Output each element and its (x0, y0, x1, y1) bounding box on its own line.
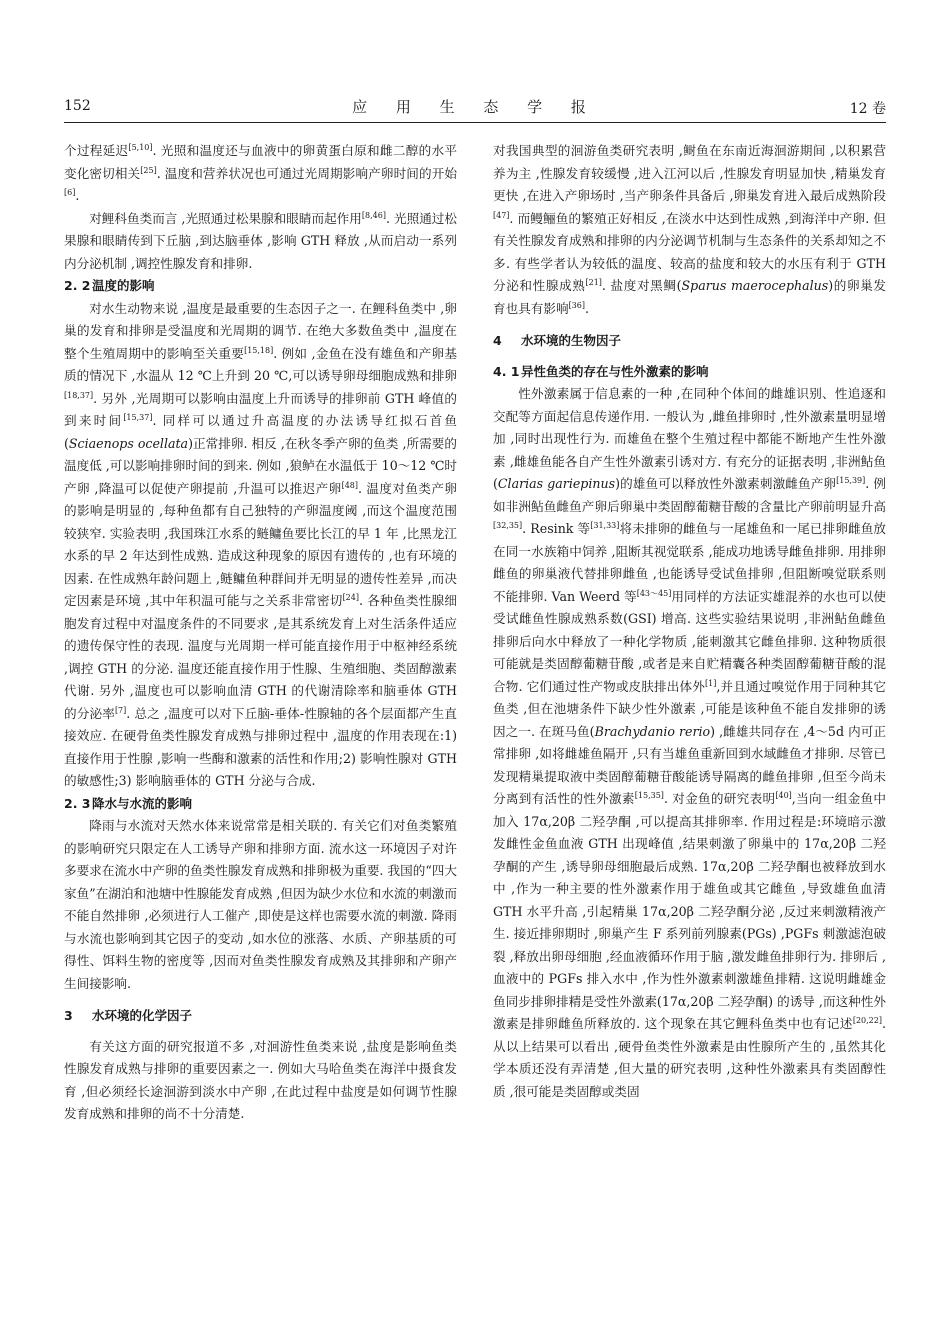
species-name: Brachydanio rerio (594, 723, 711, 739)
paragraph: 对我国典型的洄游鱼类研究表明 ,鲥鱼在东南近海洄游期间 ,以积累营养为主 ,性腺发育较缓慢 ,进入江河以后 ,性腺发育明显加快 ,精巢发育更快 ,在进入产卵场时 ,当产卵条件具备后 ,卵巢发育进入最后成熟阶段[47]. 而鳗鲡鱼的繁殖正好相反 ,在淡水中达到性成熟 ,到海洋中产卵. 但有关性腺发育成熟和排卵的内分泌调节机制与生态条件的关系却知之不多. 有些学者认为较低的温度、较高的盐度和较大的水压有利于 GTH 分泌和性腺成熟[21]. 盐度对黑鲷(Sparus maerocephalus)的卵巢发育也具有影响[36]. (493, 143, 887, 316)
citation: [7] (114, 705, 127, 715)
citation: [31,33] (590, 521, 620, 530)
paragraph: 对水生动物来说 ,温度是最重要的生态因子之一. 在鲤科鱼类中 ,卵巢的发育和排卵是受温度和光周期的调节. 在绝大多数鱼类中 ,温度在整个生殖周期中的影响至关重要[15,18]. 例如 ,金鱼在没有雄鱼和产卵基质的情况下 ,水温从 12 ℃上升到 20 ℃,可以诱导卵母细胞成熟和排卵[18,37]. 另外 ,光周期可以影响由温度上升而诱导的排卵前 GTH 峰值的到来时间[15,37]. 同样可以通过升高温度的办法诱导红拟石首鱼(Sciaenops ocellata)正常排卵. 相反 ,在秋冬季产卵的鱼类 ,所需要的温度低 ,可以影响排卵时间的到来. 例如 ,狼鲈在水温低于 10～12 ℃时产卵 ,降温可以促使产卵提前 ,升温可以推迟产卵[48]. 温度对鱼类产卵的影响是明显的 ,每种鱼都有自己独特的产卵温度阈 ,而这个温度范围较狭窄. 实验表明 ,我国珠江水系的鲢鳙鱼要比长江的早 1 年 ,比黑龙江水系的早 2 年达到性成熟. 造成这种现象的原因有遗传的 ,也有环境的因素. 在性成熟年龄问题上 ,鲢鳙鱼种群间并无明显的遗传性差异 ,而决定因素是环境 ,其中年积温可能与之关系非常密切[24]. 各种鱼类性腺细胞发育过程中对温度条件的不同要求 ,是其系统发育上对生活条件适应的遗传保守性的表现. 温度与光周期一样可能直接作用于中枢神经系统 ,调控 GTH 的分泌. 温度还能直接作用于性腺、生殖细胞、类固醇激素代谢. 另外 ,温度也可以影响血清 GTH 的代谢清除率和脑垂体 GTH 的分泌率[7]. 总之 ,温度可以对下丘脑-垂体-性腺轴的各个层面都产生直接效应. 在硬骨鱼类性腺发育成熟与排卵过程中 ,温度的作用表现在:1) 直接作用于性腺 ,影响一些酶和激素的活性和作用;2) 影响性腺对 GTH 的敏感性;3) 影响脑垂体的 GTH 分泌与合成. (64, 300, 458, 788)
citation: [21] (585, 278, 602, 287)
citation: [15,39] (836, 476, 866, 485)
volume-label: 12 卷 (849, 101, 886, 117)
citation: [24] (342, 593, 359, 602)
section-heading-2-3: 2. 3 降水与水流的影响 (64, 795, 193, 811)
page-number: 152 (64, 98, 91, 114)
citation: [8,46] (361, 210, 386, 220)
page-header (64, 96, 886, 123)
citation: [15,35] (634, 791, 664, 800)
section-heading-3: 3 水环境的化学因子 (64, 1008, 193, 1023)
citation: [20,22] (852, 1016, 882, 1025)
right-column (493, 140, 886, 1103)
citation: [25] (140, 165, 157, 175)
left-column (64, 140, 457, 1126)
journal-title: 应 用 生 态 学 报 (352, 98, 598, 116)
citation: [18,37] (64, 390, 94, 400)
species-name: Sciaenops ocellata (68, 435, 189, 451)
citation: [1] (705, 678, 717, 688)
section-heading-2-2: 2. 2 温度的影响 (64, 278, 155, 293)
citation: [32,35] (493, 521, 523, 530)
paragraph: 性外激素属于信息素的一种 ,在同种个体间的雌雄识别、性追逐和交配等方面起信息传递作用. 一般认为 ,雌鱼排卵时 ,性外激素量明显增加 ,同时出现性行为. 而雄鱼在整个生殖过程中都能不断地产生性外激素 ,雌雄鱼能各自产生性外激素引诱对方. 有充分的证据表明 ,非洲鲇鱼(Clarias gariepinus)的雄鱼可以释放性外激素刺激雌鱼产卵[15,39]. 例如非洲鲇鱼雌鱼产卵后卵巢中类固醇葡糖苷酸的含量比产卵前明显升高[32,35]. Resink 等[31,33]将未排卵的雌鱼与一尾雄鱼和一尾已排卵雌鱼放在同一水族箱中饲养 ,阻断其视觉联系 ,能成功地诱导雌鱼排卵. 用排卵雌鱼的卵巢液代替排卵雌鱼 ,也能诱导受试鱼排卵 ,但阻断嗅觉联系则不能排卵. Van Weerd 等[43～45]用同样的方法证实雄混养的水也可以使受试雌鱼性腺成熟系数(GSI) 增高. 这些实验结果说明 ,非洲鲇鱼雌鱼排卵后向水中释放了一种化学物质 ,能刺激其它雌鱼排卵. 这种物质很可能就是类固醇葡糖苷酸 ,或者是来自贮精囊各种类固醇葡糖苷酸的混合物. 它们通过性产物或皮肤排出体外[1],并且通过嗅觉作用于同种其它鱼类 ,但在池塘条件下缺少性外激素 ,可能是该种鱼不能自发排卵的诱因之一. 在斑马鱼(Brachydanio rerio) ,雌雄共同存在 ,4～5d 内可正常排卵 ,如将雌雄鱼隔开 ,只有当雄鱼重新回到水域雌鱼才排卵. 尽管已发现精巢提取液中类固醇葡糖苷酸能诱导隔离的雌鱼排卵 ,但至今尚未分离到有活性的性外激素[15,35]. 对金鱼的研究表明[40],当向一组金鱼中加入 17α,20β 二羟孕酮 ,可以提高其排卵率. 作用过程是:环境暗示激发雌性金鱼血液 GTH 出现峰值 ,结果刺激了卵巢中的 17α,20β 二羟孕酮的产生 ,诱导卵母细胞最后成熟. 17α,20β 二羟孕酮也被释放到水中 ,作为一种主要的性外激素作用于雄鱼或其它雌鱼 ,导致雄鱼血清 GTH 水平升高 ,引起精巢 17α,20β 二羟孕酮分泌 ,反过来刺激精液产生. 接近排卵期时 ,卵巢产生 F 系列前列腺素(PGs) ,PGFs 刺激滤泡破裂 ,释放出卵母细胞 ,经血液循环作用于脑 ,激发雌鱼排卵行为. 排卵后 ,血液中的 PGFs 排入水中 ,作为性外激素刺激雄鱼排精. 这说明雌雄金鱼同步排卵排精是受性外激素(17α,20β 二羟孕酮) 的诱导 ,而这种性外激素是排卵雌鱼所释放的. 这个现象在其它鲤科鱼类中也有记述[20,22]. 从以上结果可以看出 ,硬骨鱼类性外激素是由性腺所产生的 ,虽然其化学本质还没有弄清楚 ,但大量的研究表明 ,这种性外激素具有类固醇性质 ,很可能是类固醇或类固 (493, 386, 887, 1099)
section-heading-4: 4 水环境的生物因子 (493, 333, 622, 348)
citation: [36] (568, 300, 585, 310)
paragraph: 有关这方面的研究报道不多 ,对洄游性鱼类来说 ,盐度是影响鱼类性腺发育成熟与排卵的重要因素之一. 例如大马哈鱼类在海洋中摄食发育 ,但必须经长途洄游到淡水中产卵 ,在此过程中盐度是如何调节性腺发育成熟和排卵的尚不十分清楚. (64, 1038, 457, 1121)
paragraph: 降雨与水流对天然水体来说常常是相关联的. 有关它们对鱼类繁殖的影响研究只限定在人工诱导产卵和排卵方面. 流水这一环境因子对许多要求在流水中产卵的鱼类性腺发育成熟和排卵极为重要. 我国的“四大家鱼”在湖泊和池塘中性腺能发育成熟 ,但因为缺少水位和水流的刺激而不能自然排卵 ,必须进行人工催产 ,即使是这样也需要水流的刺激. 降雨与水流也影响到其它因子的变动 ,如水位的涨落、水质、产卵基质的可得性、饵料生物的密度等 ,因而对鱼类性腺发育成熟及其排卵和产卵产生间接影响. (64, 818, 457, 991)
section-heading-4-1: 4. 1 异性鱼类的存在与性外激素的影响 (493, 363, 709, 379)
species-name: Sparus maerocephalus (681, 278, 829, 293)
species-name: Clarias gariepinus (497, 476, 616, 491)
citation: [6] (64, 188, 76, 197)
citation: [48] (341, 480, 358, 490)
citation: [40] (775, 791, 792, 800)
paragraph: 对鲤科鱼类而言 ,光照通过松果腺和眼睛而起作用[8,46]. 光照通过松果腺和眼睛传到下丘脑 ,到达脑垂体 ,影响 GTH 释放 ,从而启动一系列内分泌机制 ,调控性腺发育和排卵. (64, 210, 457, 271)
citation: [43～45] (636, 588, 672, 598)
paragraph: 个过程延迟[5,10]. 光照和温度还与血液中的卵黄蛋白原和雌二醇的水平变化密切相关[25]. 温度和营养状况也可通过光周期影响产卵时间的开始[6]. (64, 143, 458, 203)
citation: [15,18] (244, 345, 274, 355)
citation: [47] (493, 210, 510, 220)
citation: [15,37] (123, 413, 153, 422)
citation: [5,10] (128, 143, 153, 152)
